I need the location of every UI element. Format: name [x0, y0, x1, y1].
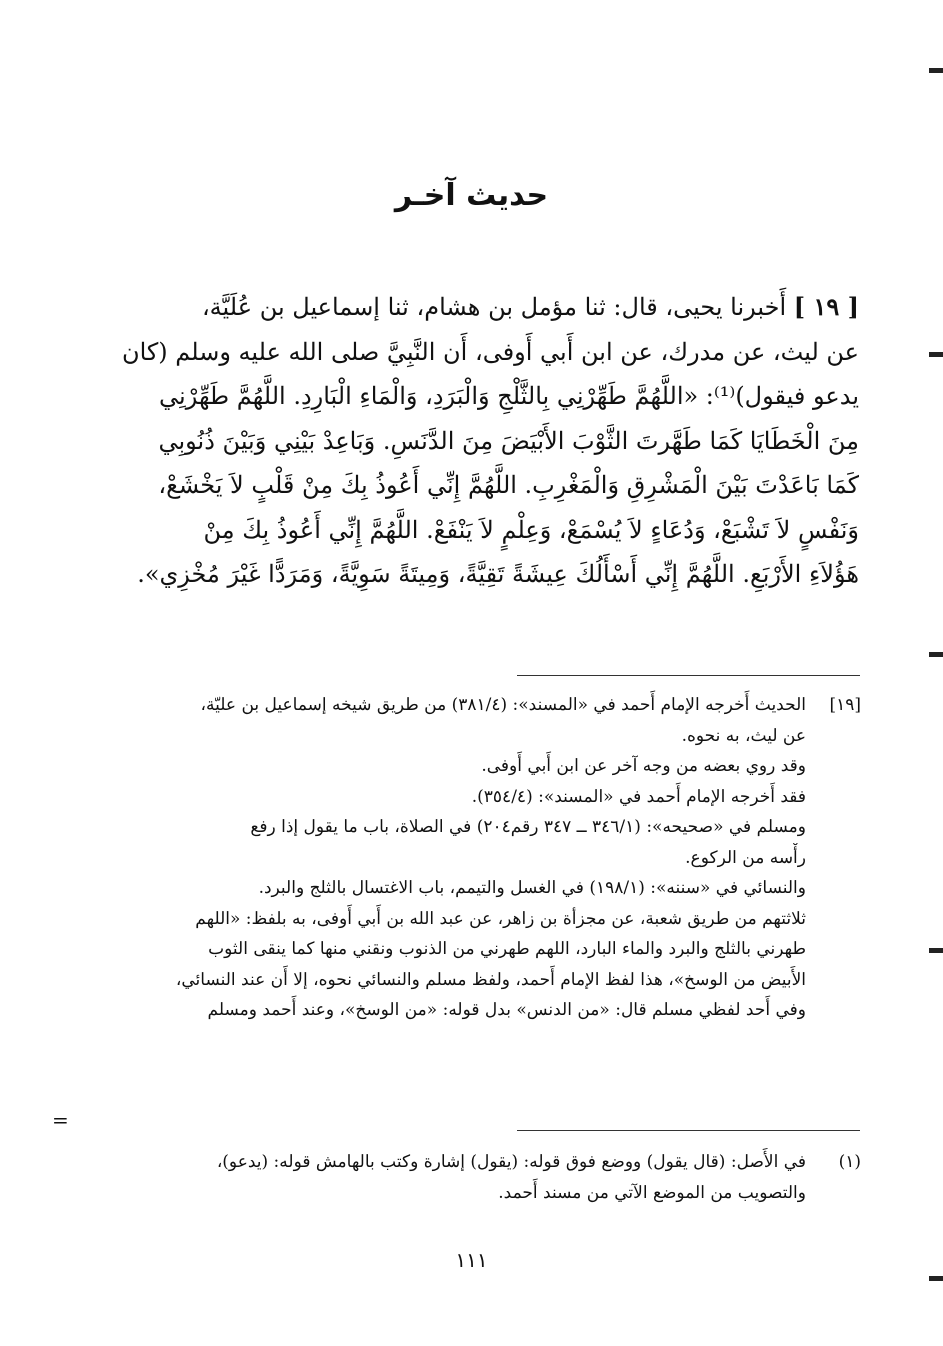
hadith-line: هَؤُلاَءِ الأَرْبَعِ. اللَّهُمَّ إِنِّي أَسْأَلُكَ عِيشَةً تَقِيَّةً، وَمِيتَةً سَوِيَّةً، وَمَرَدًّا غَيْرَ مُخْزِي». — [137, 560, 859, 588]
page-heading: حديث آخـر — [394, 178, 549, 213]
edge-mark — [929, 352, 943, 357]
note-line: عن ليث، به نحوه. — [681, 725, 806, 746]
note-line: ثلاثتهم من طريق شعبة، عن مجزأة بن زاهر، عن عبد الله بن أَبي أَوفى، به بلفظ: «اللهم — [195, 908, 806, 929]
takhrij-notes — [76, 690, 861, 1026]
notes-divider — [517, 675, 860, 676]
note-line: والنسائي في «سننه»: (١٩٨/١) في الغسل والتيمم، باب الاغتسال بالثلج والبرد. — [258, 878, 806, 898]
note-line: وقد روي بعضه من وجه آخر عن ابن أَبي أَوفى. — [481, 756, 806, 776]
hadith-text — [78, 285, 859, 597]
footnote-divider — [517, 1130, 860, 1131]
footnote-line: (١)في الأَصل: (قال يقول) ووضع فوق قوله: (يقول) إشارة وكتب بالهامش قوله: (يدعو)، — [76, 1147, 861, 1178]
edge-mark — [929, 652, 943, 657]
note-line: طهرني بالثلج والبرد والماء البارد، اللهم طهرني من الذنوب ونقني منها كما ينقى الثوب — [208, 939, 806, 959]
note-line: فقد أَخرجه الإمام أَحمد في «المسند»: (٣٥٤/٤). — [471, 786, 806, 807]
edge-mark — [929, 1276, 943, 1281]
hadith-line: وَنَفْسٍ لاَ تَشْبَعْ، وَدُعَاءٍ لاَ يُسْمَعْ، وَعِلْمٍ لاَ يَنْفَعْ. اللَّهُمَّ إِنِّي أَعُوذُ بِكَ مِنْ — [203, 515, 859, 544]
continuation-mark: = — [52, 1108, 69, 1132]
note-line: [١٩]الحديث أَخرجه الإمام أَحمد في «المسند»: (٣٨١/٤) من طريق شيخه إسماعيل بن عليّة، — [76, 690, 861, 721]
note-line: رأْسه من الركوع. — [685, 847, 806, 868]
hadith-line: كَمَا بَاعَدْتَ بَيْنَ الْمَشْرِقِ وَالْمَغْرِبِ. اللَّهُمَّ إِنِّي أَعُوذُ بِكَ مِنْ قَلْبٍ لاَ يَخْشَعْ، — [158, 471, 859, 499]
edge-mark — [929, 68, 943, 73]
hadith-number: [ ١٩ ] — [793, 292, 859, 321]
footnote-line: والتصويب من الموضع الآتي من مسند أَحمد. — [498, 1182, 806, 1203]
hadith-line: يدعو فيقول)⁽¹⁾: «اللَّهُمَّ طَهِّرْنِي بِالثَّلْجِ وَالْبَرَدِ، وَالْمَاءِ الْبَارِدِ. اللَّهُمَّ طَهِّرْنِي — [159, 382, 859, 410]
page-number: ١١١ — [455, 1248, 488, 1272]
note-line: وفي أَحد لفظي مسلم قال: «من الدنس» بدل قوله: «من الوسخ»، وعند أَحمد ومسلم — [207, 1000, 806, 1020]
hadith-line: عن ليث، عن مدرك، عن ابن أَبي أَوفى، أَن النَّبِيَّ صلى الله عليه وسلم (كان — [121, 337, 859, 366]
footnote-marker: (١) — [838, 1152, 861, 1172]
hadith-line: مِنَ الْخَطَايَا كَمَا طَهَّرتَ الثَّوْبَ الأَبْيَضَ مِنَ الدَّنَسِ. وَبَاعِدْ بَيْنِي وَبَيْنَ ذُنُوبِي — [158, 426, 859, 455]
edge-mark — [929, 948, 943, 953]
note-line: الأَبيض من الوسخ»، هذا لفظ الإمام أَحمد، ولفظ مسلم والنسائي نحوه، إلا أَن عند النسائي، — [175, 969, 806, 990]
note-marker: [١٩] — [829, 695, 861, 715]
note-line: ومسلم في «صحيحه»: (٣٤٦/١ ــ ٣٤٧ رقم٢٠٤) في الصلاة، باب ما يقول إذا رفع — [250, 817, 806, 837]
footnotes — [76, 1147, 861, 1208]
hadith-line: [ ١٩ ] أَخبرنا يحيى، قال: ثنا مؤمل بن هشام، ثنا إسماعيل بن عُلَيَّة، — [201, 292, 859, 321]
